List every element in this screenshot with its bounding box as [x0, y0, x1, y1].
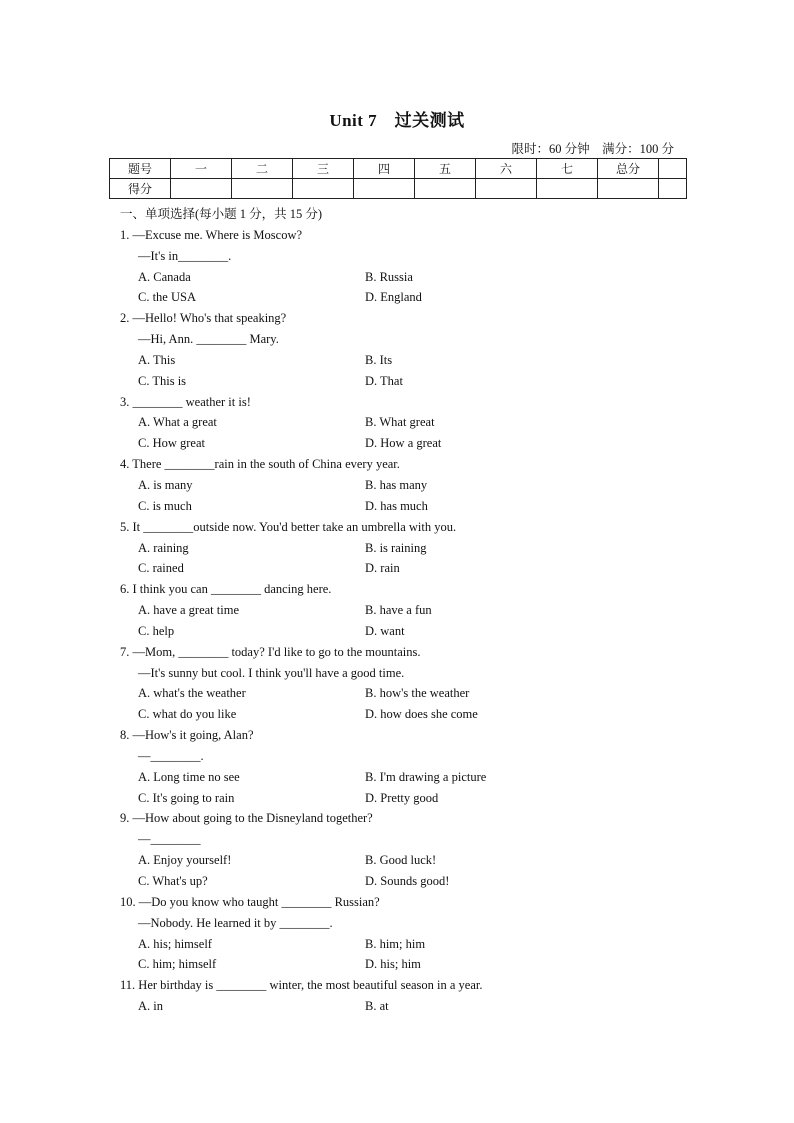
- answer-option: C. How great: [138, 436, 205, 451]
- question-item: [120, 517, 680, 580]
- answer-option: C. What's up?: [138, 874, 208, 888]
- option-row: [120, 371, 680, 392]
- score-table-header-row: [110, 159, 687, 179]
- option-row: [120, 954, 680, 975]
- score-cell: [293, 179, 354, 199]
- score-header-cell: 总分: [598, 159, 659, 179]
- answer-option: D. That: [365, 373, 403, 388]
- answer-option: D. rain: [365, 561, 400, 576]
- option-row: [120, 350, 680, 371]
- answer-option: B. is raining: [365, 540, 427, 555]
- question-item: [120, 225, 680, 308]
- option-row: [120, 621, 680, 642]
- answer-option: D. want: [365, 623, 405, 638]
- answer-option: C. help: [138, 623, 175, 638]
- answer-option: C. rained: [138, 561, 184, 576]
- answer-option: C. the USA: [138, 290, 196, 305]
- question-stem: 11. Her birthday is ________ winter, the most beautiful season in a year.: [120, 978, 483, 993]
- score-row-label: 得分: [110, 179, 171, 199]
- score-cell: [171, 179, 232, 199]
- question-stem: 9. —How about going to the Disneyland together?: [120, 811, 373, 826]
- answer-option: B. Good luck!: [365, 853, 437, 868]
- score-table: [109, 158, 687, 199]
- answer-option: C. what do you like: [138, 707, 237, 722]
- answer-option: D. How a great: [365, 436, 442, 451]
- answer-option: A. raining: [138, 540, 189, 555]
- answer-option: B. I'm drawing a picture: [365, 769, 487, 784]
- option-row: [120, 788, 680, 809]
- question-section: [120, 204, 680, 1017]
- page-title: Unit 7 过关测试: [329, 111, 465, 130]
- score-cell: [354, 179, 415, 199]
- answer-option: A. Canada: [138, 269, 191, 284]
- answer-option: B. has many: [365, 477, 428, 492]
- answer-option: D. his; him: [365, 957, 421, 972]
- score-cell: [537, 179, 598, 199]
- question-stem: 1. —Excuse me. Where is Moscow?: [120, 227, 303, 242]
- question-stem: 3. ________ weather it is!: [120, 394, 251, 409]
- option-row: [120, 600, 680, 621]
- answer-option: B. have a fun: [365, 603, 432, 618]
- question-response-line: —It's sunny but cool. I think you'll have a good time.: [138, 665, 405, 680]
- score-cell: [659, 179, 687, 199]
- answer-option: D. Sounds good!: [365, 874, 450, 888]
- question-stem: 10. —Do you know who taught ________ Russian?: [120, 894, 380, 909]
- score-cell: [232, 179, 293, 199]
- question-stem: 6. I think you can ________ dancing here.: [120, 582, 332, 597]
- question-stem: 2. —Hello! Who's that speaking?: [120, 311, 287, 326]
- score-cell: [598, 179, 659, 199]
- answer-option: C. him; himself: [138, 957, 217, 972]
- score-table-score-row: [110, 179, 687, 199]
- option-row: [120, 850, 680, 871]
- answer-option: D. how does she come: [365, 707, 478, 722]
- score-header-cell: 四: [354, 159, 415, 179]
- option-row: [120, 683, 680, 704]
- question-response-line: —Hi, Ann. ________ Mary.: [138, 332, 279, 347]
- option-row: [120, 287, 680, 308]
- answer-option: A. What a great: [138, 415, 217, 430]
- question-stem: 7. —Mom, ________ today? I'd like to go to the mountains.: [120, 644, 421, 659]
- score-header-cell: 一: [171, 159, 232, 179]
- answer-option: A. is many: [138, 477, 193, 492]
- question-response-line: —________.: [138, 748, 204, 763]
- question-item: [120, 579, 680, 642]
- question-response-line: —It's in________.: [138, 248, 232, 263]
- score-header-cell: 题号: [110, 159, 171, 179]
- question-item: [120, 975, 680, 1017]
- question-response-line: —________: [138, 832, 201, 847]
- question-item: [120, 308, 680, 391]
- option-row: [120, 267, 680, 288]
- question-list: [120, 225, 680, 1017]
- score-cell: [415, 179, 476, 199]
- option-row: [120, 475, 680, 496]
- time-score-limits: 限时：60 分钟 满分：100 分: [511, 142, 674, 156]
- question-item: [120, 725, 680, 808]
- question-stem: 8. —How's it going, Alan?: [120, 728, 254, 743]
- answer-option: B. how's the weather: [365, 686, 470, 701]
- question-item: [120, 642, 680, 725]
- answer-option: B. Its: [365, 352, 393, 367]
- score-cell: [476, 179, 537, 199]
- answer-option: A. what's the weather: [138, 686, 246, 701]
- answer-option: C. It's going to rain: [138, 790, 235, 805]
- question-item: [120, 454, 680, 517]
- answer-option: A. Enjoy yourself!: [138, 853, 232, 868]
- answer-option: A. his; himself: [138, 936, 212, 951]
- question-stem: 4. There ________rain in the south of China every year.: [120, 457, 400, 472]
- question-stem: 5. It ________outside now. You'd better take an umbrella with you.: [120, 519, 457, 534]
- answer-option: C. This is: [138, 373, 187, 388]
- question-item: [120, 808, 680, 891]
- score-header-cell: [659, 159, 687, 179]
- question-response-line: —Nobody. He learned it by ________.: [138, 915, 333, 930]
- section-heading: 一、单项选择(每小题 1 分，共 15 分): [120, 207, 323, 221]
- option-row: [120, 412, 680, 433]
- answer-option: D. has much: [365, 498, 428, 513]
- option-row: [120, 558, 680, 579]
- answer-option: B. What great: [365, 415, 435, 430]
- answer-option: D. Pretty good: [365, 790, 439, 805]
- answer-option: B. Russia: [365, 269, 413, 284]
- question-item: [120, 392, 680, 455]
- option-row: [120, 704, 680, 725]
- option-row: [120, 433, 680, 454]
- score-header-cell: 二: [232, 159, 293, 179]
- answer-option: C. is much: [138, 498, 192, 513]
- answer-option: B. at: [365, 999, 389, 1014]
- question-item: [120, 892, 680, 975]
- option-row: [120, 767, 680, 788]
- option-row: [120, 996, 680, 1017]
- answer-option: D. England: [365, 290, 422, 305]
- answer-option: B. him; him: [365, 936, 426, 951]
- option-row: [120, 538, 680, 559]
- answer-option: A. have a great time: [138, 603, 239, 618]
- answer-option: A. in: [138, 999, 163, 1014]
- option-row: [120, 871, 680, 892]
- score-header-cell: 六: [476, 159, 537, 179]
- score-header-cell: 七: [537, 159, 598, 179]
- option-row: [120, 496, 680, 517]
- score-header-cell: 三: [293, 159, 354, 179]
- option-row: [120, 934, 680, 955]
- answer-option: A. Long time no see: [138, 769, 240, 784]
- answer-option: A. This: [138, 352, 176, 367]
- score-header-cell: 五: [415, 159, 476, 179]
